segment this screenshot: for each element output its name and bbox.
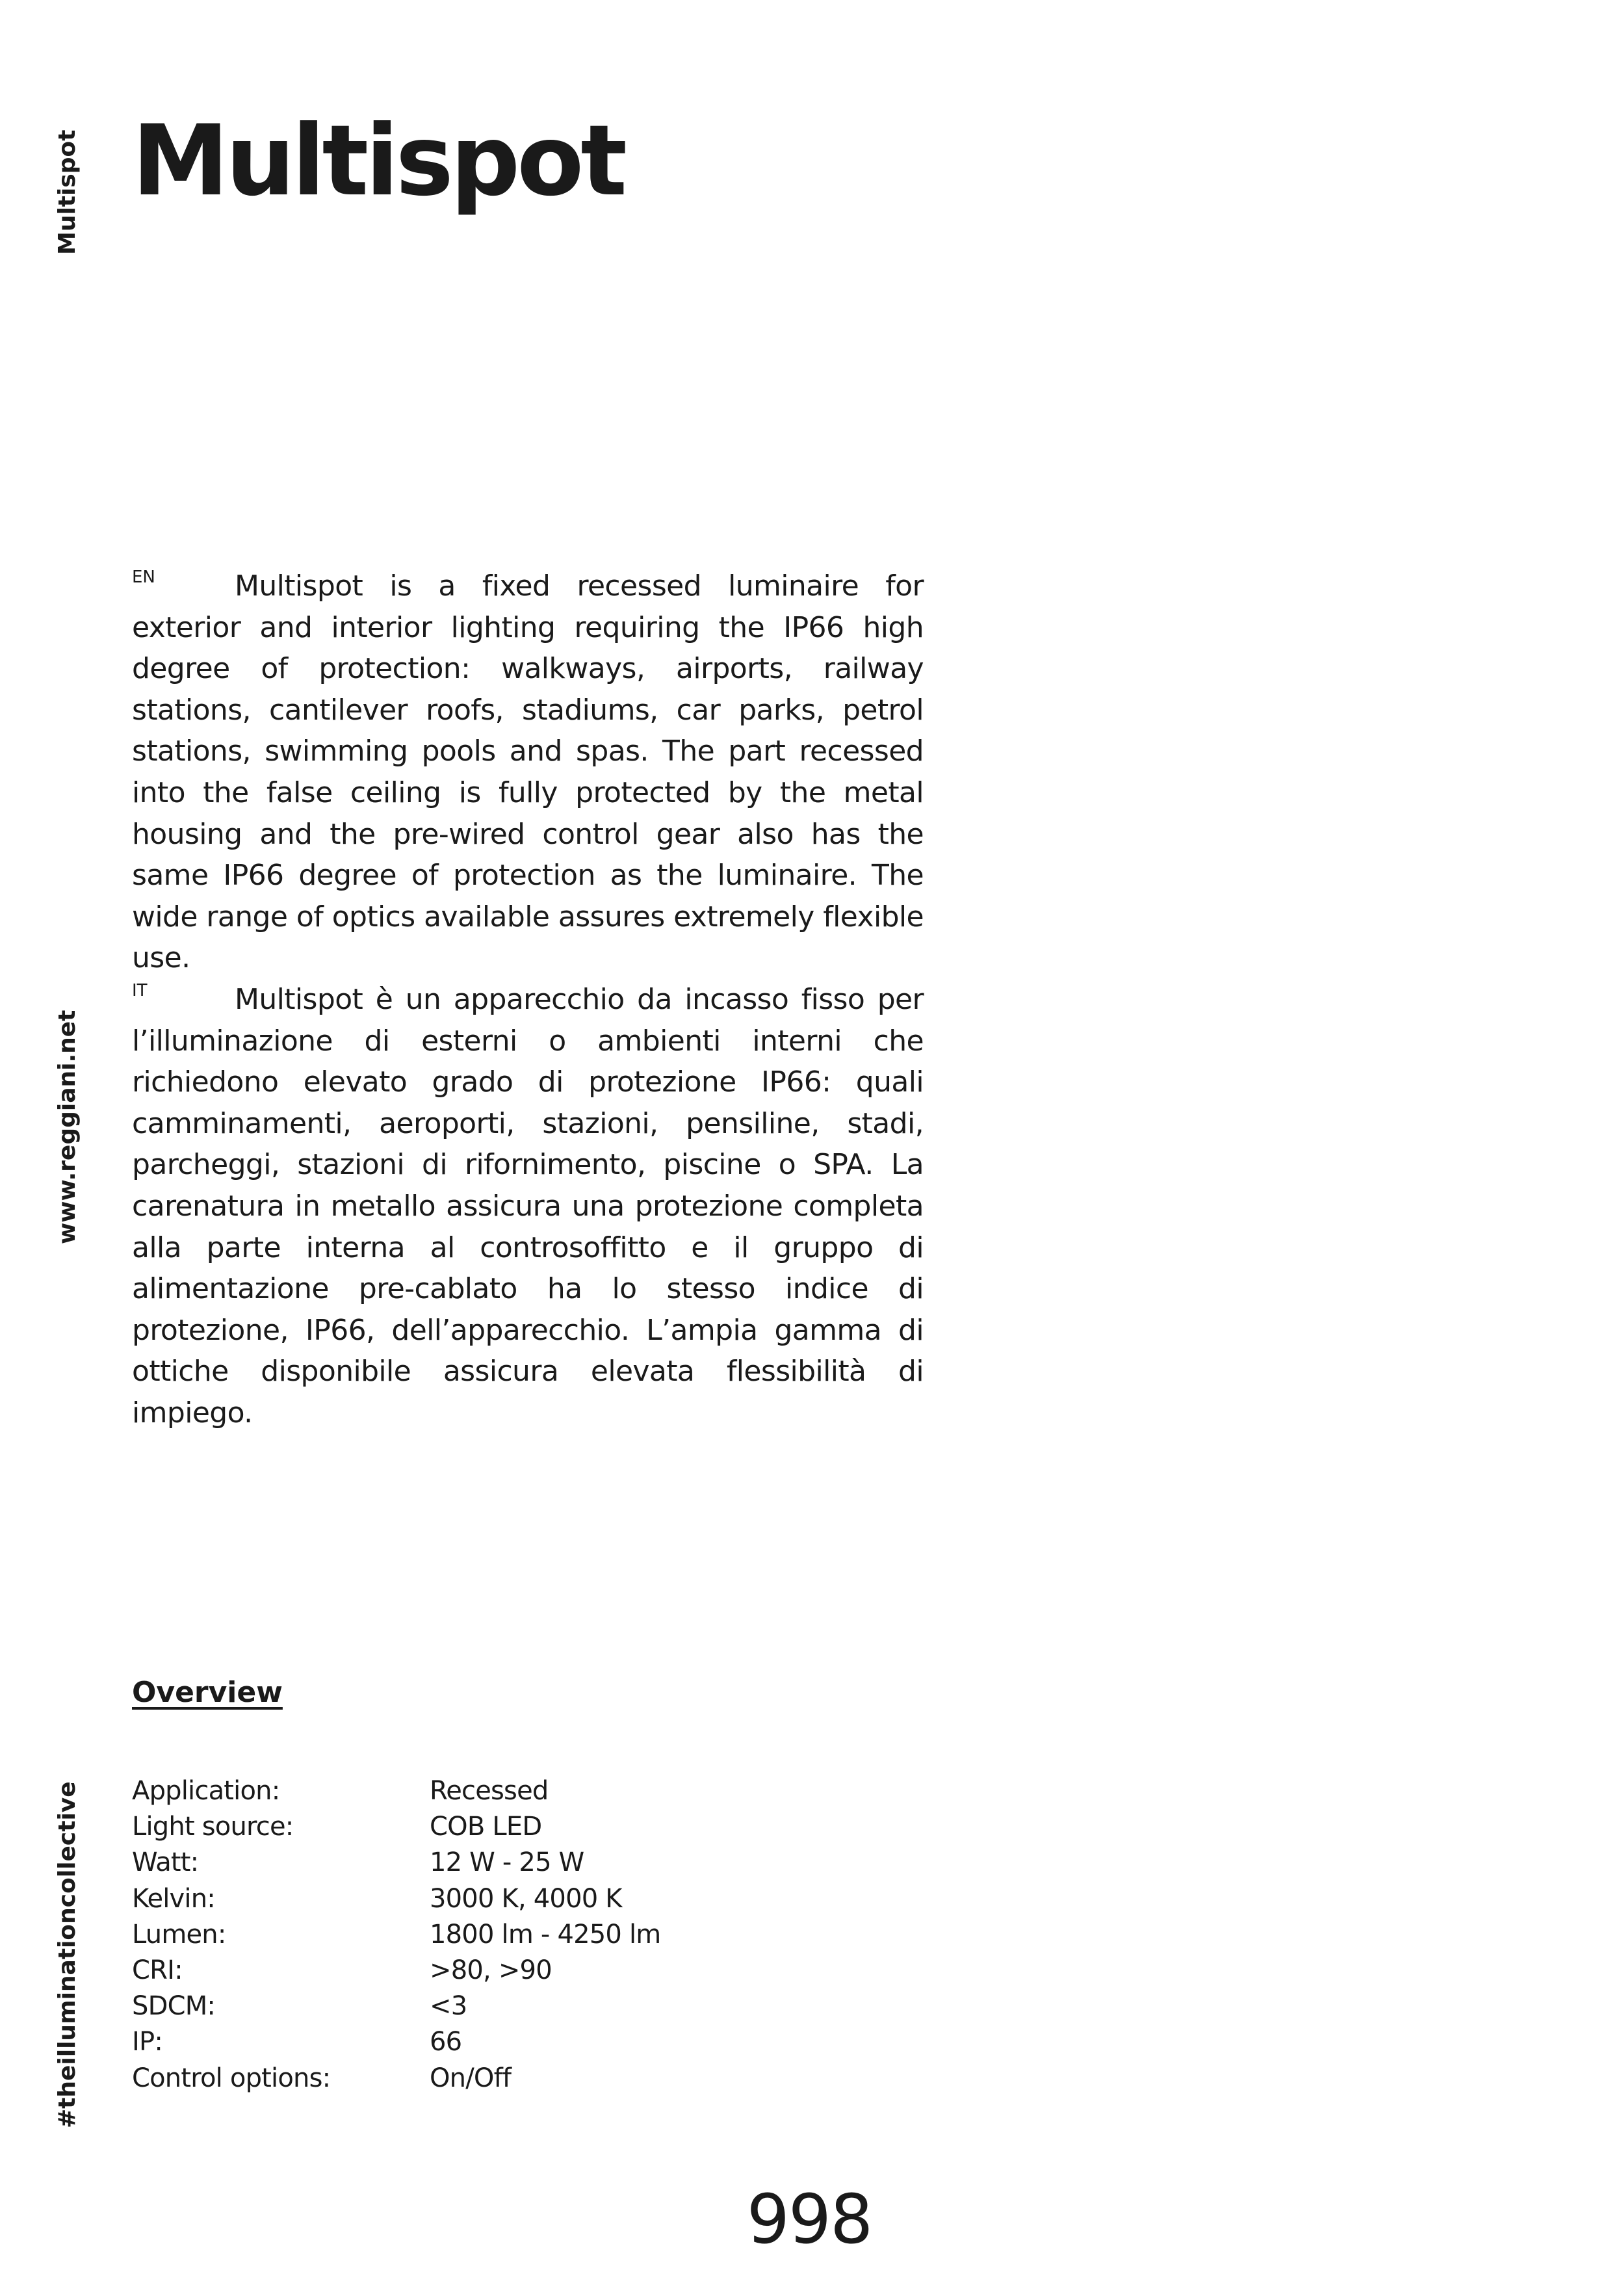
spec-label: SDCM: xyxy=(132,1991,216,2022)
spec-value: 12 W - 25 W xyxy=(430,1847,584,1878)
side-label-website: www.reggiani.net xyxy=(54,1010,81,1244)
side-label-hashtag: #theilluminationcollective xyxy=(54,1781,81,2128)
spec-value: Recessed xyxy=(430,1776,549,1806)
spec-value: 1800 lm - 4250 lm xyxy=(430,1919,661,1950)
spec-value: COB LED xyxy=(430,1812,542,1842)
spec-row xyxy=(132,1989,660,2024)
language-tag-it: IT xyxy=(132,981,148,1000)
side-label-product: Multispot xyxy=(54,129,81,255)
description-en-text: Multispot is a fixed recessed luminaire for exterior and interior lighting requiring the IP66 high degree of protection: walkways, airports, railway stations, cantilever roofs, stadiums, car parks, petrol stations, swimming pools and spas. The part recessed into the false ceiling is fully protected by the metal housing and the pre-wired control gear also has the same IP66 degree of protection as the luminaire. The wide range of optics available assures extremely flexible use. xyxy=(132,569,924,975)
spec-value: On/Off xyxy=(430,2063,512,2093)
spec-label: Lumen: xyxy=(132,1919,226,1950)
language-tag-en: EN xyxy=(132,567,155,587)
spec-value: <3 xyxy=(430,1991,467,2022)
overview-heading: Overview xyxy=(132,1676,283,1709)
overview-table xyxy=(132,1773,660,2096)
description-it-text: Multispot è un apparecchio da incasso fisso per l’illuminazione di esterni o ambienti interni che richiedono elevato grado di protezione IP66: quali camminamenti, aeroporti, stazioni, pensiline, stadi, parcheggi, stazioni di rifornimento, piscine o SPA. La carenatura in metallo assicura una protezione completa alla parte interna al controsoffitto e il gruppo di alimentazione pre-cablato ha lo stesso indice di protezione, IP66, dell’apparecchio. L’ampia gamma di ottiche disponibile assicura elevata flessibilità di impiego. xyxy=(132,983,924,1429)
spec-row xyxy=(132,1917,660,1953)
spec-row xyxy=(132,1845,660,1881)
spec-label: Kelvin: xyxy=(132,1883,215,1914)
spec-label: IP: xyxy=(132,2027,162,2057)
spec-label: Watt: xyxy=(132,1847,199,1878)
spec-label: Application: xyxy=(132,1776,280,1806)
spec-row xyxy=(132,2061,660,2096)
page-number: 998 xyxy=(746,2180,872,2259)
description-it xyxy=(132,979,924,1434)
spec-label: Control options: xyxy=(132,2063,331,2093)
spec-label: CRI: xyxy=(132,1955,183,1986)
spec-row xyxy=(132,1809,660,1845)
spec-row xyxy=(132,1953,660,1989)
spec-value: 3000 K, 4000 K xyxy=(430,1883,622,1914)
description-en xyxy=(132,566,924,979)
spec-row xyxy=(132,1773,660,1809)
spec-value: >80, >90 xyxy=(430,1955,552,1986)
spec-row xyxy=(132,1881,660,1917)
spec-label: Light source: xyxy=(132,1812,294,1842)
spec-value: 66 xyxy=(430,2027,462,2057)
spec-row xyxy=(132,2024,660,2060)
page-title: Multispot xyxy=(132,105,625,218)
